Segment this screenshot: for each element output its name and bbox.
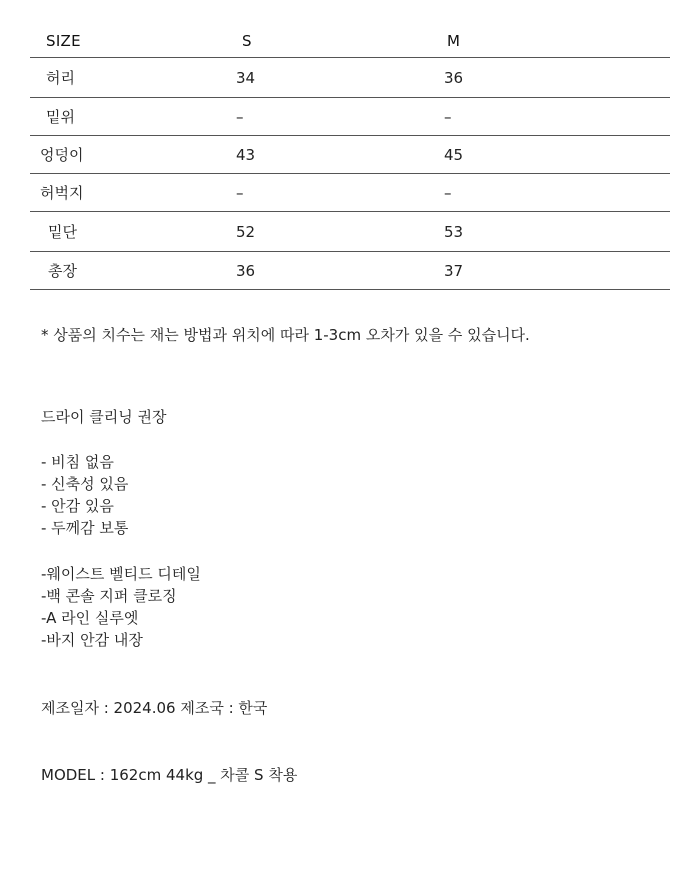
fabric-properties — [41, 451, 128, 539]
size-table-header — [30, 24, 670, 58]
row-value-m: 45 — [444, 145, 464, 164]
measurement-note: * 상품의 치수는 재는 방법과 위치에 따라 1-3cm 오차가 있을 수 있습니다. — [41, 326, 530, 344]
list-item: -바지 안감 내장 — [41, 631, 143, 649]
header-size: SIZE — [46, 31, 81, 50]
row-value-m: – — [444, 107, 452, 126]
row-label: 허리 — [46, 69, 75, 87]
table-row — [30, 136, 670, 174]
header-s: S — [242, 31, 252, 50]
model-info: MODEL : 162cm 44kg _ 차콜 S 착용 — [41, 766, 298, 784]
row-label: 엉덩이 — [40, 146, 84, 164]
list-item: -A 라인 실루엣 — [41, 609, 139, 627]
row-value-m: 37 — [444, 261, 464, 280]
row-label: 밑단 — [48, 223, 77, 241]
row-label: 총장 — [48, 262, 77, 280]
row-value-s: 36 — [236, 261, 256, 280]
row-value-s: 34 — [236, 68, 256, 87]
row-value-s: 43 — [236, 145, 256, 164]
list-item: - 신축성 있음 — [41, 475, 129, 493]
table-row — [30, 98, 670, 136]
header-m: M — [447, 31, 460, 50]
row-value-s: – — [236, 107, 244, 126]
row-value-m: – — [444, 183, 452, 202]
list-item: - 비침 없음 — [41, 453, 114, 471]
table-row — [30, 212, 670, 252]
list-item: - 두께감 보통 — [41, 519, 129, 537]
list-item: - 안감 있음 — [41, 497, 114, 515]
table-row — [30, 252, 670, 290]
row-value-m: 36 — [444, 68, 464, 87]
row-label: 밑위 — [46, 108, 75, 126]
size-table — [30, 24, 670, 290]
list-item: -백 콘솔 지퍼 클로징 — [41, 587, 177, 605]
table-row — [30, 174, 670, 212]
care-title: 드라이 클리닝 권장 — [41, 408, 167, 426]
list-item: -웨이스트 벨티드 디테일 — [41, 565, 201, 583]
row-label: 허벅지 — [40, 184, 84, 202]
row-value-s: – — [236, 183, 244, 202]
table-row — [30, 58, 670, 98]
product-details — [41, 563, 201, 651]
manufacture-info: 제조일자 : 2024.06 제조국 : 한국 — [41, 699, 268, 717]
row-value-m: 53 — [444, 222, 464, 241]
row-value-s: 52 — [236, 222, 256, 241]
